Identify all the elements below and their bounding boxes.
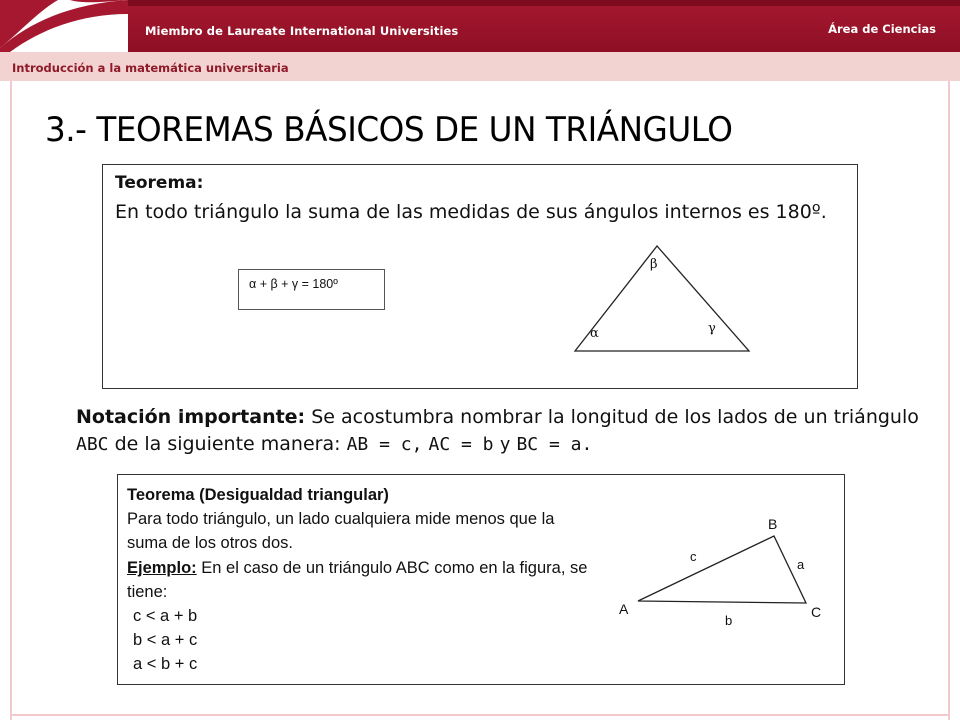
- vertex-a-label: A: [619, 601, 629, 617]
- theorem-label: Teorema:: [115, 173, 204, 193]
- notation-bc: BC = a: [516, 434, 582, 455]
- vertex-c-label: C: [811, 604, 822, 620]
- example-paragraph: [127, 556, 597, 604]
- notation-paragraph: [76, 404, 926, 458]
- notation-text-2: de la siguiente manera:: [114, 433, 341, 455]
- side-a-label: a: [797, 557, 805, 572]
- angle-triangle-figure: [568, 239, 758, 359]
- triangle-inequality-title: Teorema (Desigualdad triangular): [127, 486, 389, 504]
- angle-sum-formula: α + β + γ = 180º: [249, 277, 338, 291]
- example-label: Ejemplo:: [127, 558, 197, 577]
- notation-label: Notación importante:: [76, 406, 306, 428]
- theorem-statement: En todo triángulo la suma de las medidas de sus ángulos internos es 180º.: [115, 201, 827, 223]
- example-text: En el caso de un triángulo ABC como en la figura, se tiene:: [127, 558, 588, 601]
- notation-and: y: [499, 434, 511, 455]
- header-strip: [128, 0, 960, 6]
- university-logo: [0, 0, 128, 52]
- course-bar: [0, 52, 960, 81]
- area-label: Área de Ciencias: [828, 22, 936, 36]
- beta-label: β: [650, 257, 658, 272]
- alpha-label: α: [590, 326, 599, 341]
- network-label: Miembro de Laureate International Universities: [145, 24, 459, 38]
- frame-border-left: [10, 81, 12, 720]
- site-header: [0, 0, 960, 52]
- notation-text-1: Se acostumbra nombrar la longitud de los lados de un triángulo: [311, 406, 919, 428]
- course-title: Introducción a la matemática universitaria: [12, 61, 289, 75]
- notation-ab: AB = c,: [346, 434, 423, 455]
- inequality-2: b < a + c: [133, 631, 198, 650]
- vertex-b-label: B: [768, 516, 778, 532]
- frame-border-right: [948, 81, 950, 720]
- angle-triangle-shape: [575, 246, 749, 351]
- page-title: 3.- TEOREMAS BÁSICOS DE UN TRIÁNGULO: [45, 110, 733, 150]
- triangle-inequality-statement: Para todo triángulo, un lado cualquiera mide menos que la suma de los otros dos.: [127, 510, 555, 553]
- gamma-label: γ: [708, 321, 716, 336]
- abc-triangle-figure: [598, 505, 838, 635]
- inequality-3: a < b + c: [133, 655, 198, 674]
- abc-triangle-shape: [638, 536, 806, 603]
- triangle-inequality-text: [127, 483, 597, 677]
- side-b-label: b: [725, 613, 733, 628]
- notation-end: .: [581, 434, 593, 455]
- notation-ac: AC = b: [428, 434, 494, 455]
- side-c-label: c: [690, 549, 697, 564]
- triangle-inequality-box: [117, 474, 845, 685]
- notation-abc: ABC: [76, 434, 109, 455]
- frame-border-bottom: [10, 714, 950, 716]
- angle-sum-formula-box: [238, 269, 385, 310]
- theorem-angle-sum-box: [102, 164, 858, 389]
- inequality-1: c < a + b: [133, 607, 198, 626]
